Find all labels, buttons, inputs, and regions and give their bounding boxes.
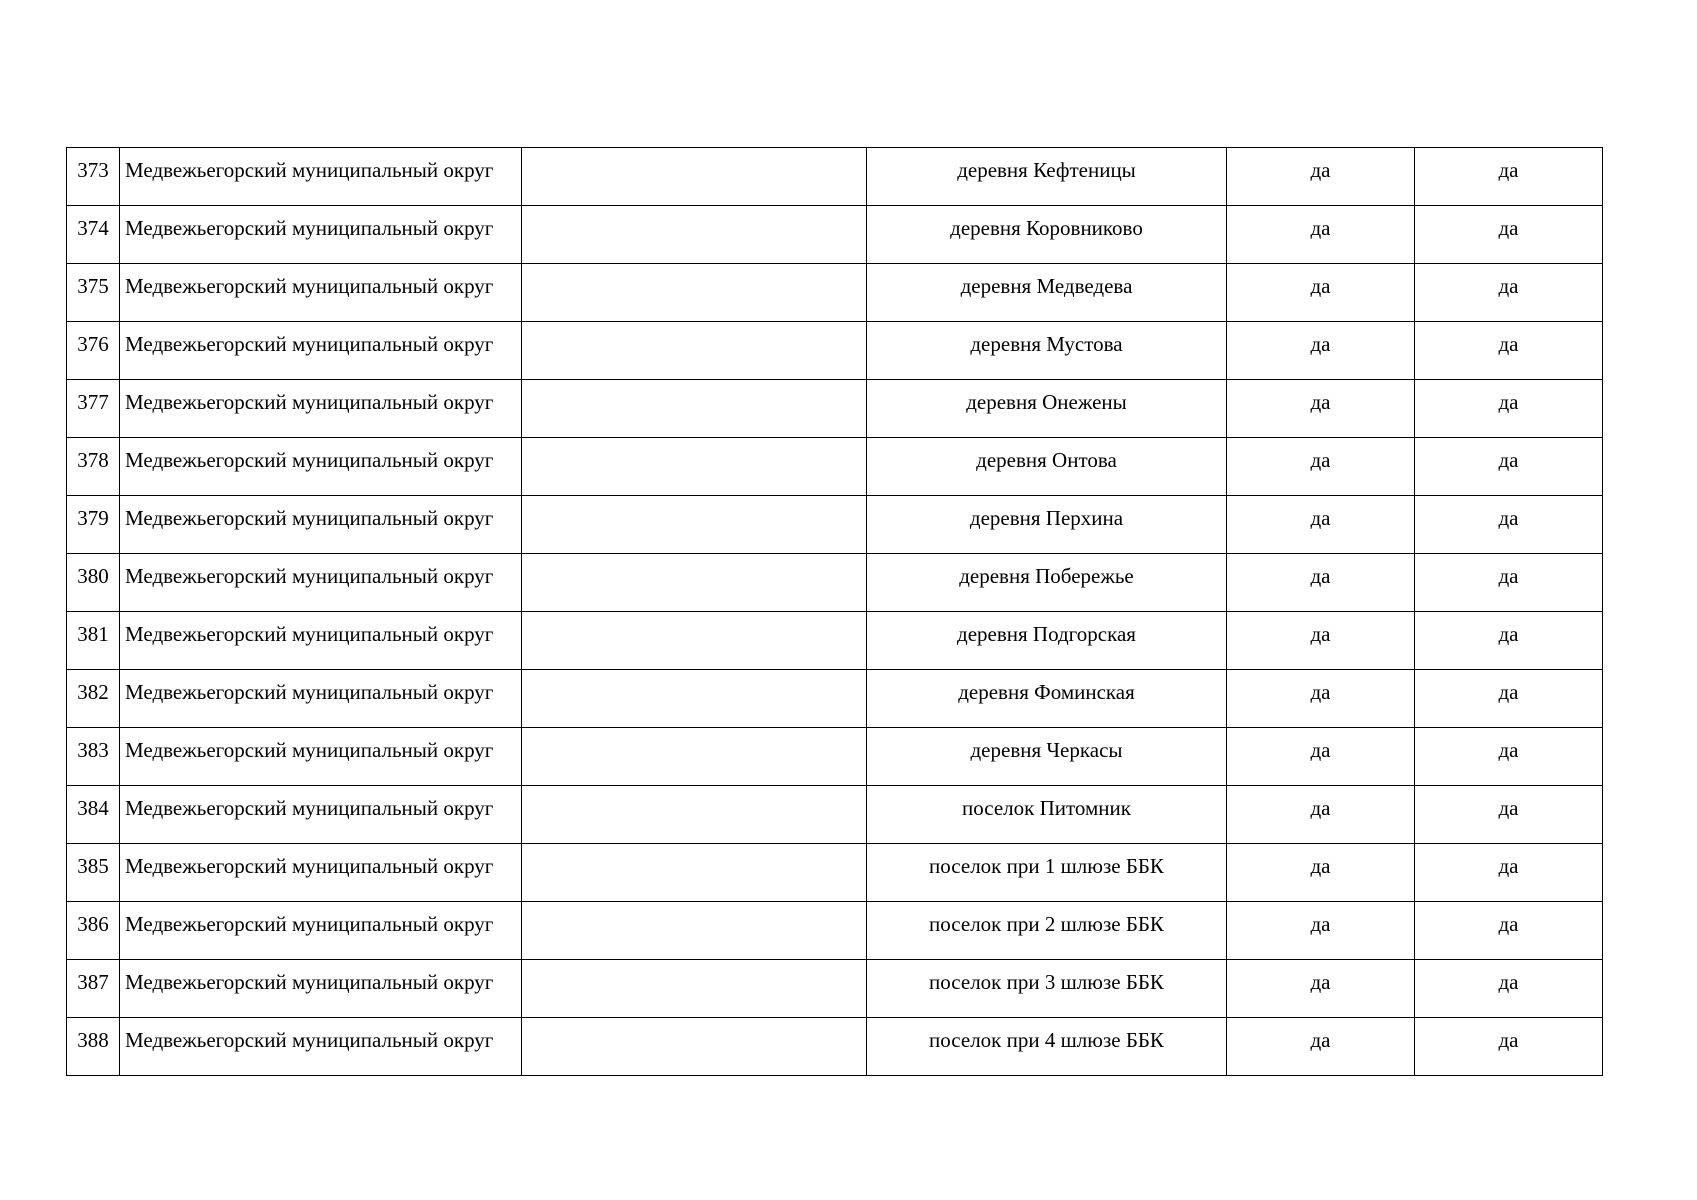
table-row xyxy=(67,1018,1603,1076)
settlement-cell: поселок при 4 шлюзе ББК xyxy=(867,1018,1227,1076)
municipality-cell: Медвежьегорский муниципальный округ xyxy=(120,322,522,380)
table-row xyxy=(67,670,1603,728)
flag-b-cell: да xyxy=(1415,554,1603,612)
flag-b-cell: да xyxy=(1415,380,1603,438)
row-number-cell: 380 xyxy=(67,554,120,612)
municipality-cell: Медвежьегорский муниципальный округ xyxy=(120,264,522,322)
flag-a-cell: да xyxy=(1227,264,1415,322)
flag-b-cell: да xyxy=(1415,1018,1603,1076)
row-number-cell: 374 xyxy=(67,206,120,264)
flag-a-cell: да xyxy=(1227,380,1415,438)
settlement-cell: поселок при 1 шлюзе ББК xyxy=(867,844,1227,902)
flag-b-cell: да xyxy=(1415,844,1603,902)
municipality-cell: Медвежьегорский муниципальный округ xyxy=(120,554,522,612)
settlement-cell: поселок при 2 шлюзе ББК xyxy=(867,902,1227,960)
row-number-cell: 388 xyxy=(67,1018,120,1076)
flag-b-cell: да xyxy=(1415,728,1603,786)
row-number-cell: 375 xyxy=(67,264,120,322)
settlement-cell: поселок при 3 шлюзе ББК xyxy=(867,960,1227,1018)
table-row xyxy=(67,206,1603,264)
row-number-cell: 384 xyxy=(67,786,120,844)
flag-a-cell: да xyxy=(1227,786,1415,844)
municipality-cell: Медвежьегорский муниципальный округ xyxy=(120,844,522,902)
row-number-cell: 387 xyxy=(67,960,120,1018)
empty-cell xyxy=(522,206,867,264)
row-number-cell: 376 xyxy=(67,322,120,380)
municipality-cell: Медвежьегорский муниципальный округ xyxy=(120,670,522,728)
row-number-cell: 379 xyxy=(67,496,120,554)
flag-a-cell: да xyxy=(1227,148,1415,206)
empty-cell xyxy=(522,728,867,786)
table-row xyxy=(67,148,1603,206)
municipality-cell: Медвежьегорский муниципальный округ xyxy=(120,380,522,438)
municipality-cell: Медвежьегорский муниципальный округ xyxy=(120,1018,522,1076)
settlement-cell: деревня Побережье xyxy=(867,554,1227,612)
flag-b-cell: да xyxy=(1415,206,1603,264)
row-number-cell: 373 xyxy=(67,148,120,206)
row-number-cell: 385 xyxy=(67,844,120,902)
table-row xyxy=(67,786,1603,844)
empty-cell xyxy=(522,554,867,612)
settlement-cell: деревня Подгорская xyxy=(867,612,1227,670)
empty-cell xyxy=(522,380,867,438)
row-number-cell: 378 xyxy=(67,438,120,496)
flag-a-cell: да xyxy=(1227,728,1415,786)
settlement-cell: деревня Коровниково xyxy=(867,206,1227,264)
row-number-cell: 381 xyxy=(67,612,120,670)
flag-b-cell: да xyxy=(1415,786,1603,844)
empty-cell xyxy=(522,1018,867,1076)
municipality-cell: Медвежьегорский муниципальный округ xyxy=(120,438,522,496)
municipality-cell: Медвежьегорский муниципальный округ xyxy=(120,786,522,844)
flag-b-cell: да xyxy=(1415,438,1603,496)
table-row xyxy=(67,554,1603,612)
flag-b-cell: да xyxy=(1415,264,1603,322)
settlement-cell: деревня Фоминская xyxy=(867,670,1227,728)
flag-a-cell: да xyxy=(1227,206,1415,264)
settlement-cell: деревня Мустова xyxy=(867,322,1227,380)
flag-a-cell: да xyxy=(1227,670,1415,728)
settlement-cell: деревня Онежены xyxy=(867,380,1227,438)
municipality-cell: Медвежьегорский муниципальный округ xyxy=(120,148,522,206)
municipality-cell: Медвежьегорский муниципальный округ xyxy=(120,496,522,554)
empty-cell xyxy=(522,496,867,554)
municipality-cell: Медвежьегорский муниципальный округ xyxy=(120,960,522,1018)
empty-cell xyxy=(522,960,867,1018)
table-row xyxy=(67,322,1603,380)
settlement-cell: деревня Черкасы xyxy=(867,728,1227,786)
municipality-cell: Медвежьегорский муниципальный округ xyxy=(120,728,522,786)
municipality-cell: Медвежьегорский муниципальный округ xyxy=(120,206,522,264)
row-number-cell: 377 xyxy=(67,380,120,438)
empty-cell xyxy=(522,148,867,206)
empty-cell xyxy=(522,902,867,960)
table-row xyxy=(67,728,1603,786)
empty-cell xyxy=(522,612,867,670)
empty-cell xyxy=(522,322,867,380)
flag-a-cell: да xyxy=(1227,322,1415,380)
empty-cell xyxy=(522,786,867,844)
row-number-cell: 386 xyxy=(67,902,120,960)
flag-b-cell: да xyxy=(1415,148,1603,206)
table-row xyxy=(67,612,1603,670)
flag-a-cell: да xyxy=(1227,1018,1415,1076)
flag-a-cell: да xyxy=(1227,960,1415,1018)
flag-b-cell: да xyxy=(1415,612,1603,670)
flag-b-cell: да xyxy=(1415,496,1603,554)
row-number-cell: 382 xyxy=(67,670,120,728)
empty-cell xyxy=(522,438,867,496)
flag-b-cell: да xyxy=(1415,960,1603,1018)
settlement-cell: деревня Кефтеницы xyxy=(867,148,1227,206)
table-row xyxy=(67,438,1603,496)
flag-b-cell: да xyxy=(1415,902,1603,960)
table-row xyxy=(67,844,1603,902)
table-row xyxy=(67,380,1603,438)
empty-cell xyxy=(522,670,867,728)
settlements-table xyxy=(66,147,1603,1076)
flag-b-cell: да xyxy=(1415,670,1603,728)
flag-a-cell: да xyxy=(1227,844,1415,902)
settlement-cell: деревня Медведева xyxy=(867,264,1227,322)
settlement-cell: деревня Онтова xyxy=(867,438,1227,496)
flag-a-cell: да xyxy=(1227,612,1415,670)
row-number-cell: 383 xyxy=(67,728,120,786)
settlement-cell: поселок Питомник xyxy=(867,786,1227,844)
settlement-cell: деревня Перхина xyxy=(867,496,1227,554)
empty-cell xyxy=(522,844,867,902)
flag-a-cell: да xyxy=(1227,554,1415,612)
municipality-cell: Медвежьегорский муниципальный округ xyxy=(120,612,522,670)
flag-a-cell: да xyxy=(1227,902,1415,960)
table-row xyxy=(67,496,1603,554)
flag-a-cell: да xyxy=(1227,438,1415,496)
flag-a-cell: да xyxy=(1227,496,1415,554)
table-row xyxy=(67,264,1603,322)
table-body xyxy=(67,148,1603,1076)
flag-b-cell: да xyxy=(1415,322,1603,380)
table-row xyxy=(67,960,1603,1018)
empty-cell xyxy=(522,264,867,322)
table-row xyxy=(67,902,1603,960)
municipality-cell: Медвежьегорский муниципальный округ xyxy=(120,902,522,960)
